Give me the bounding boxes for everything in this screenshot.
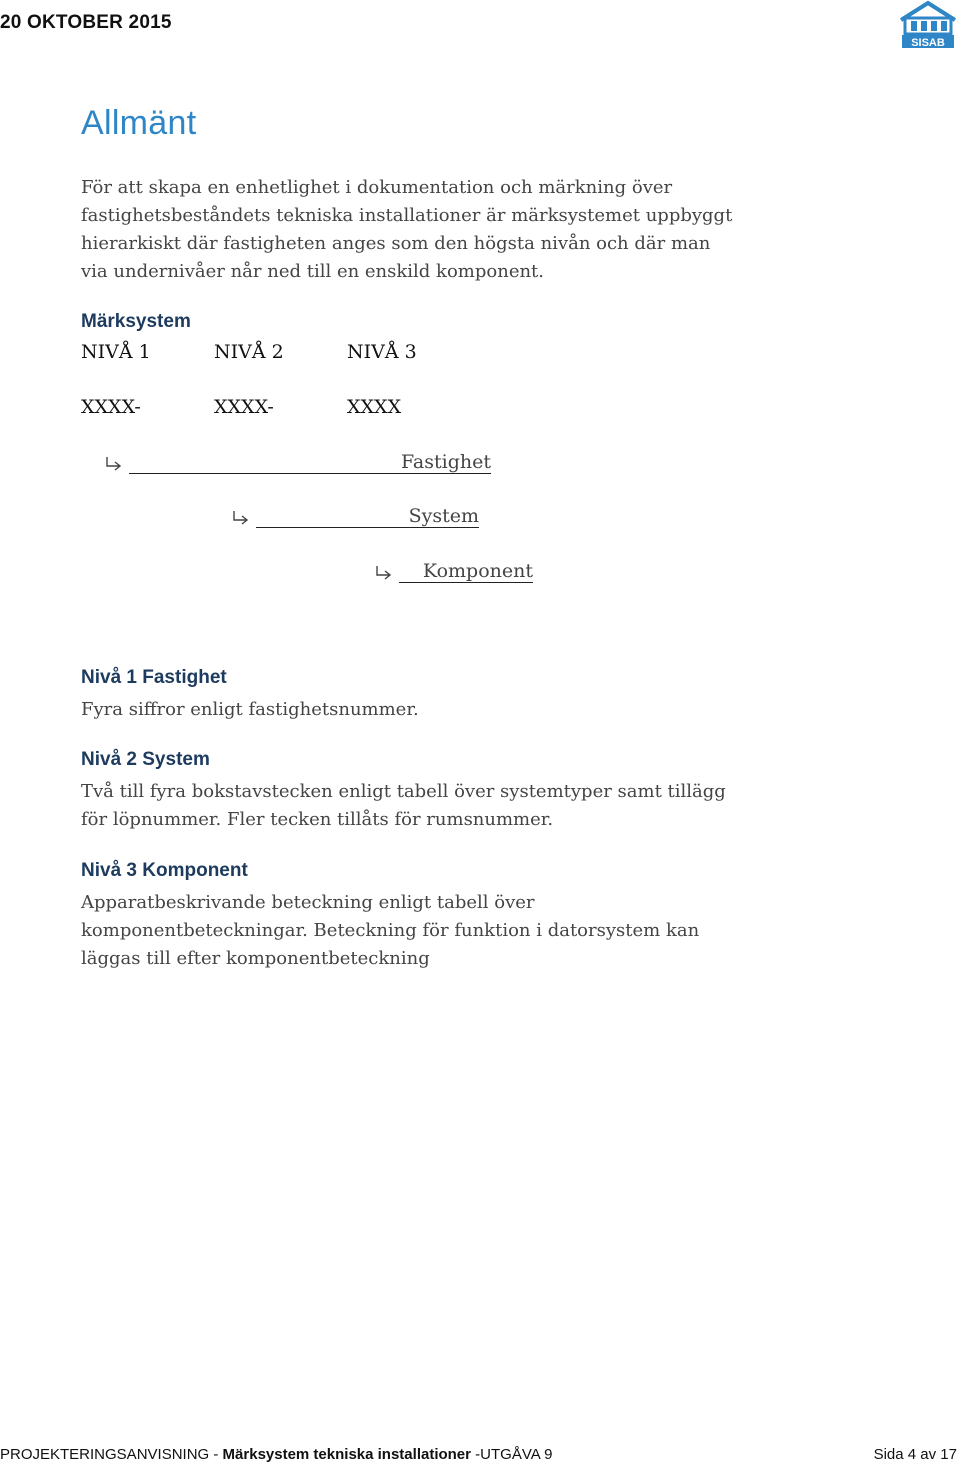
- marksystem-heading: Märksystem: [81, 311, 191, 332]
- section-2-text: Två till fyra bokstavstecken enligt tabell över systemtyper samt tillägg för löpnummer. Fler tecken tillåts för rumsnummer.: [81, 781, 726, 830]
- intro-paragraph: För att skapa en enhetlighet i dokumentation och märkning över fastighetsbeståndets tekniska installationer är märksystemet uppbyggt hierarkiskt där fastigheten anges som den högsta nivån och där man via undernivåer når ned till en enskild komponent.: [81, 177, 733, 282]
- tree-label-fastighet: Fastighet: [129, 451, 491, 474]
- page-title: Allmänt: [81, 104, 197, 142]
- section-1-text: Fyra siffror enligt fastighetsnummer.: [81, 699, 419, 720]
- footer-separator: -: [209, 1446, 223, 1463]
- footer-version: -UTGÅVA 9: [471, 1446, 553, 1463]
- tree-label-system: System: [256, 505, 479, 528]
- tree-item-komponent: [375, 560, 533, 583]
- level-1-code: XXXX-: [81, 396, 141, 418]
- header-date: 20 OKTOBER 2015: [0, 12, 172, 33]
- section-3-text: Apparatbeskrivande beteckning enligt tabell över komponentbeteckningar. Beteckning för funktion i datorsystem kan läggas till efter komponentbeteckning: [81, 892, 700, 969]
- level-3-code: XXXX: [347, 396, 402, 418]
- arrow-right-icon: [105, 454, 125, 474]
- footer-doc-title: Märksystem tekniska installationer: [222, 1446, 471, 1463]
- tree-item-system: [232, 505, 479, 528]
- level-2-label: NIVÅ 2: [214, 341, 284, 363]
- footer-doc-info: [0, 1446, 552, 1463]
- sisab-logo: [897, 0, 959, 50]
- tree-item-fastighet: [105, 451, 491, 474]
- section-2-heading: Nivå 2 System: [81, 749, 210, 770]
- footer-doc-type: PROJEKTERINGSANVISNING: [0, 1446, 210, 1463]
- tree-label-komponent: Komponent: [399, 560, 533, 583]
- arrow-right-icon: [375, 563, 395, 583]
- level-1-label: NIVÅ 1: [81, 341, 151, 363]
- footer-page-number: Sida 4 av 17: [873, 1446, 957, 1463]
- level-3-label: NIVÅ 3: [347, 341, 417, 363]
- level-2-code: XXXX-: [214, 396, 274, 418]
- section-3-heading: Nivå 3 Komponent: [81, 860, 248, 881]
- section-1-heading: Nivå 1 Fastighet: [81, 667, 227, 688]
- arrow-right-icon: [232, 508, 252, 528]
- logo-text: SISAB: [911, 37, 945, 49]
